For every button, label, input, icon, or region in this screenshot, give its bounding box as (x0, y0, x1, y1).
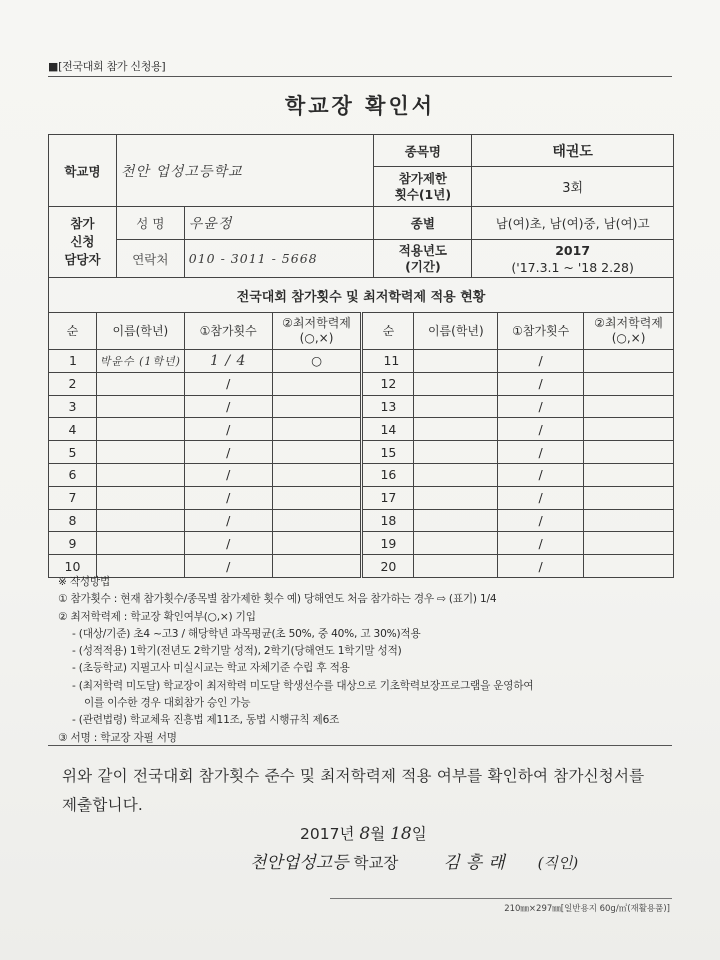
limit-value: 3회 (472, 167, 674, 207)
row-name (96, 441, 184, 464)
row-name (96, 463, 184, 486)
table-row (49, 441, 674, 464)
row-name-right (414, 372, 498, 395)
page-title: 학교장 확인서 (284, 94, 436, 118)
date-month-num: 8 (359, 824, 371, 844)
row-no: 6 (49, 463, 97, 486)
row-grade-right (584, 395, 674, 418)
row-grade-right (584, 372, 674, 395)
row-count: / (184, 509, 272, 532)
row-no-right: 20 (362, 555, 414, 578)
row-name-right (414, 509, 498, 532)
table-row (49, 532, 674, 555)
form-usage-tag: ■[전국대회 참가 신청용] (48, 60, 166, 73)
row-no: 2 (49, 372, 97, 395)
row-no: 8 (49, 509, 97, 532)
row-grade (272, 532, 362, 555)
manager-contact-label: 연락처 (116, 240, 184, 278)
school-name-value: 천안 업성고등학교 (116, 135, 374, 207)
period-value: ('17.3.1 ~ '18 2.28) (511, 259, 634, 275)
seal-signature: (직인) (537, 854, 579, 872)
school-handwritten: 천안업성고등 (250, 853, 349, 873)
type-value: 남(여)초, 남(여)중, 남(여)고 (472, 207, 674, 240)
row-no-right: 16 (362, 463, 414, 486)
row-name (96, 372, 184, 395)
row-no: 7 (49, 486, 97, 509)
row-count: / (184, 463, 272, 486)
limit-label (374, 167, 472, 207)
row-no: 1 (49, 350, 97, 373)
col-header-count-right: ①참가횟수 (498, 313, 584, 350)
date-day-unit: 일 (411, 825, 427, 843)
row-name (96, 532, 184, 555)
row-name (96, 486, 184, 509)
row-name-right (414, 486, 498, 509)
row-grade-right (584, 555, 674, 578)
row-no: 9 (49, 532, 97, 555)
row-no-right: 13 (362, 395, 414, 418)
year-value-cell (472, 240, 674, 278)
principal-label: 학교장 (353, 854, 399, 872)
note-3: ③ 서명 : 학교장 자필 서명 (58, 731, 177, 744)
row-no-right: 17 (362, 486, 414, 509)
row-count-right: / (498, 532, 584, 555)
table-row (49, 372, 674, 395)
col-header-no-right: 순 (362, 313, 414, 350)
row-no: 10 (49, 555, 97, 578)
col-header-count: ①참가횟수 (184, 313, 272, 350)
note-2a: - (대상/기준) 초4 ~고3 / 해당학년 과목평균(초 50%, 중 40%, 고 30%)적용 (72, 627, 421, 640)
year-value: 2017 (555, 242, 591, 258)
row-count: / (184, 486, 272, 509)
type-label: 종별 (374, 207, 472, 240)
col-header-no: 순 (49, 313, 97, 350)
participation-caption: 전국대회 참가횟수 및 최저학력제 적용 현황 (49, 278, 674, 313)
row-count: / (184, 372, 272, 395)
limit-label-line1: 참가제한 (398, 170, 448, 186)
note-2c: - (초등학교) 지필고사 미실시교는 학교 자체기준 수립 후 적용 (72, 662, 350, 675)
note-2b: - (성적적용) 1학기(전년도 2학기말 성적), 2학기(당해연도 1학기말 성적) (72, 645, 402, 658)
row-count: / (184, 395, 272, 418)
row-grade-right (584, 532, 674, 555)
year-label (374, 240, 472, 278)
row-grade (272, 372, 362, 395)
row-grade (272, 441, 362, 464)
row-no: 4 (49, 418, 97, 441)
row-grade: ○ (272, 350, 362, 373)
event-label: 종목명 (374, 135, 472, 167)
principal-signature (250, 848, 690, 873)
row-count-right: / (498, 395, 584, 418)
row-name-right (414, 441, 498, 464)
row-grade-right (584, 463, 674, 486)
row-count-right: / (498, 486, 584, 509)
row-count: / (184, 441, 272, 464)
manager-name-value: 우윤정 (184, 207, 374, 240)
row-no-right: 15 (362, 441, 414, 464)
notes-title: ※ 작성방법 (58, 576, 110, 588)
col-header-name-right: 이름(학년) (414, 313, 498, 350)
row-name (96, 418, 184, 441)
row-count: 1 / 4 (184, 350, 272, 373)
year-label-line1: 적용년도 (398, 242, 448, 258)
row-name-right (414, 463, 498, 486)
year-label-line2: (기간) (405, 258, 441, 274)
table-row (49, 509, 674, 532)
limit-label-line2: 횟수(1년) (394, 186, 452, 202)
date-year: 2017년 (300, 825, 355, 843)
confirmation-statement: 위와 같이 전국대회 참가횟수 준수 및 최저학력제 적용 여부를 확인하여 참가신청서를 제출합니다. (62, 767, 645, 814)
row-count-right: / (498, 418, 584, 441)
manager-name-label: 성 명 (116, 207, 184, 240)
row-count-right: / (498, 350, 584, 373)
manager-label-line2: 신청 (70, 234, 95, 249)
manager-label-line1: 참가 (70, 216, 95, 231)
row-grade-right (584, 350, 674, 373)
statement-divider (48, 745, 672, 746)
signature-date (300, 822, 427, 844)
row-no-right: 18 (362, 509, 414, 532)
note-2: ② 최저학력제 : 학교장 확인여부(○,×) 기입 (58, 610, 256, 623)
row-no-right: 11 (362, 350, 414, 373)
principal-name: 김흥래 (443, 853, 511, 873)
table-row (49, 395, 674, 418)
note-2d-cont: 이를 이수한 경우 대회참가 승인 가능 (84, 697, 251, 710)
row-count-right: / (498, 555, 584, 578)
row-count: / (184, 418, 272, 441)
date-month-unit: 월 (370, 825, 386, 843)
row-grade (272, 486, 362, 509)
row-grade-right (584, 441, 674, 464)
row-grade-right (584, 509, 674, 532)
row-no-right: 14 (362, 418, 414, 441)
table-row (49, 486, 674, 509)
footer-divider (330, 898, 672, 899)
paper-spec-footer: 210㎜×297㎜[일반용지 60g/㎡(재활용품)] (504, 904, 670, 914)
note-1: ① 참가횟수 : 현재 참가횟수/종목별 참가제한 횟수 예) 당해연도 처음 참가하는 경우 ⇨ (표기) 1/4 (58, 593, 497, 606)
row-count-right: / (498, 372, 584, 395)
table-row (49, 418, 674, 441)
manager-contact-value: 010 - 3011 - 5668 (184, 240, 374, 278)
row-count-right: / (498, 441, 584, 464)
row-count-right: / (498, 463, 584, 486)
note-2d: - (최저학력 미도달) 학교장이 최저학력 미도달 학생선수를 대상으로 기초학력보장프로그램을 운영하여 (72, 679, 534, 692)
row-grade (272, 509, 362, 532)
row-name (96, 395, 184, 418)
school-label: 학교명 (49, 135, 117, 207)
row-grade (272, 395, 362, 418)
row-name-right (414, 532, 498, 555)
row-name-right (414, 350, 498, 373)
row-count: / (184, 555, 272, 578)
table-row (49, 463, 674, 486)
row-count: / (184, 532, 272, 555)
note-2e: - (관련법령) 학교체육 진흥법 제11조, 동법 시행규칙 제6조 (72, 714, 340, 727)
row-name-right (414, 418, 498, 441)
row-grade (272, 418, 362, 441)
manager-label (49, 207, 117, 278)
row-no: 3 (49, 395, 97, 418)
row-name: 박윤수 (1학년) (96, 350, 184, 373)
row-grade (272, 463, 362, 486)
row-grade-right (584, 486, 674, 509)
row-name-right (414, 395, 498, 418)
row-no-right: 19 (362, 532, 414, 555)
event-value: 태권도 (472, 135, 674, 167)
row-count-right: / (498, 509, 584, 532)
table-row (49, 350, 674, 373)
row-no-right: 12 (362, 372, 414, 395)
col-header-grade-right: ②최저학력제 (○,×) (584, 313, 674, 350)
participation-table (48, 277, 674, 578)
header-divider (48, 76, 672, 77)
date-day-num: 18 (390, 824, 412, 844)
col-header-name: 이름(학년) (96, 313, 184, 350)
row-name (96, 509, 184, 532)
instructions-notes (58, 574, 533, 747)
row-no: 5 (49, 441, 97, 464)
manager-label-line3: 담당자 (64, 252, 101, 267)
col-header-grade: ②최저학력제 (○,×) (272, 313, 362, 350)
info-table (48, 134, 674, 278)
row-grade-right (584, 418, 674, 441)
